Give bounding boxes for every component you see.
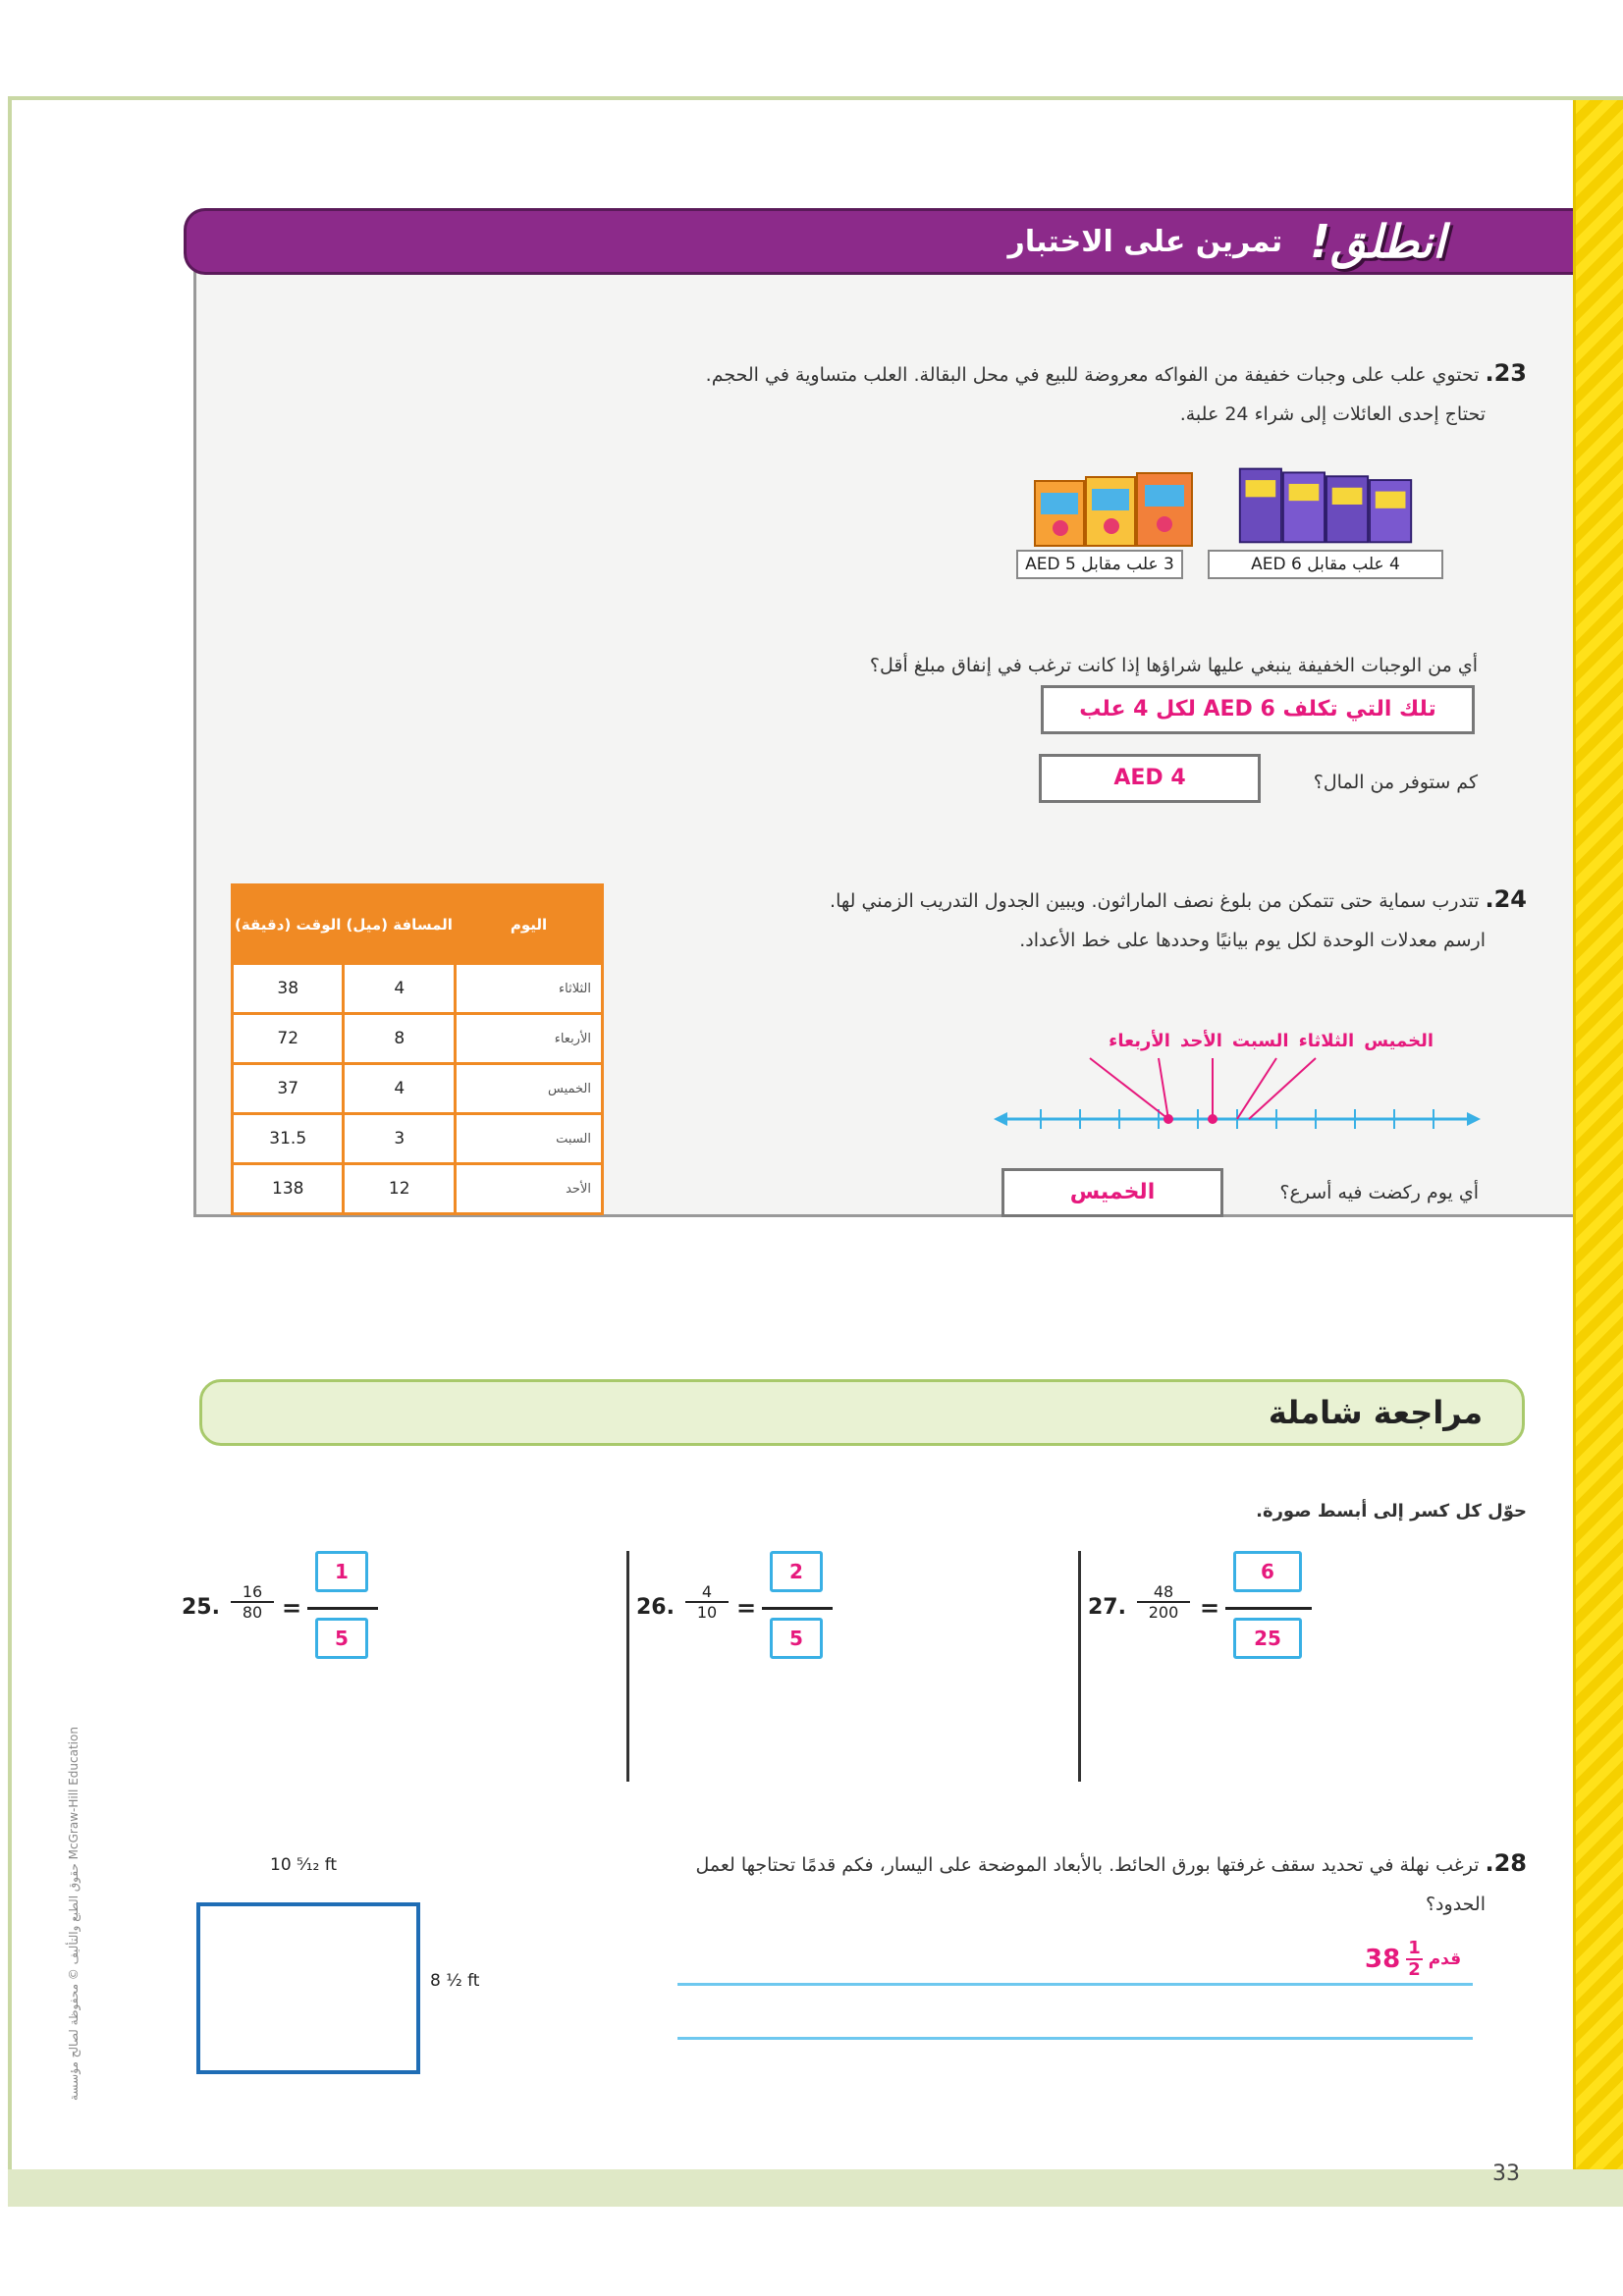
table-row: [233, 1114, 603, 1164]
fraction-numerator: 4: [685, 1582, 729, 1603]
problem-26: 26. $\frac{4}{10}$ = 2 5: [636, 1551, 892, 1679]
table-cell: 138: [233, 1164, 344, 1214]
nl-label: الأحد: [1179, 1031, 1222, 1051]
fraction-denominator: 80: [242, 1603, 263, 1622]
pack-right-price: 4 علب مقابل AED 6: [1208, 550, 1443, 579]
answer-numerator-box[interactable]: 2: [770, 1551, 823, 1592]
question-line: ارسم معدلات الوحدة لكل يوم بيانيًا وحددها على خط الأعداد.: [1019, 930, 1486, 951]
review-instruction: حوّل كل كسر إلى أبسط صورة.: [1256, 1501, 1527, 1522]
banner-title: انطلق!: [1310, 215, 1445, 268]
question-line: تحتوي علب على وجبات خفيفة من الفواكه معروضة للبيع في محل البقالة. العلب متساوية في الحجم.: [705, 364, 1480, 386]
table-row: [233, 1164, 603, 1214]
fraction-denominator: 10: [696, 1603, 718, 1622]
bottom-strip: [8, 2169, 1623, 2207]
table-cell: 8: [344, 1014, 456, 1064]
table-row: [233, 1064, 603, 1114]
review-title: مراجعة شاملة: [1268, 1394, 1483, 1431]
page-number: 33: [1492, 2162, 1520, 2186]
ceiling-rectangle: [196, 1902, 420, 2074]
problem-number: 26.: [636, 1595, 675, 1620]
table-cell: 38: [233, 964, 344, 1014]
fraction-numerator: 16: [231, 1582, 274, 1603]
answer-unit: قدم: [1428, 1949, 1462, 1969]
answer-line: [677, 1983, 1473, 1986]
answer-28: [1365, 1939, 1461, 1980]
table-cell: الثلاثاء: [456, 964, 603, 1014]
table-cell: 37: [233, 1064, 344, 1114]
table-row: [233, 1014, 603, 1064]
question-number: 28.: [1485, 1849, 1527, 1877]
fraction-denominator: 200: [1148, 1603, 1179, 1622]
table-cell: 3: [344, 1114, 456, 1164]
rect-side-dimension: 8 ½ ft: [430, 1971, 480, 1991]
question-number: 24.: [1485, 885, 1527, 913]
nl-label: السبت: [1231, 1031, 1289, 1051]
answer-numerator-box[interactable]: 6: [1233, 1551, 1302, 1592]
copyright-credit: حقوق الطبع والتأليف © محفوظة لصالح مؤسسة McGraw-Hill Education: [67, 1727, 81, 2101]
question-number: 23.: [1485, 359, 1527, 387]
rect-top-dimension: 10 ⁵⁄₁₂ ft: [270, 1855, 338, 1875]
answer-denominator-box[interactable]: 25: [1233, 1618, 1302, 1659]
answer-box-23b: AED 4: [1039, 754, 1261, 803]
problem-number: 25.: [182, 1595, 220, 1620]
answer-line: [677, 2037, 1473, 2040]
nl-label: الثلاثاء: [1298, 1031, 1355, 1051]
number-line-labels: [1011, 1031, 1434, 1060]
nl-label: الأربعاء: [1109, 1031, 1170, 1051]
table-cell: السبت: [456, 1114, 603, 1164]
table-cell: 72: [233, 1014, 344, 1064]
table-header: الوقت (دقيقة): [233, 885, 344, 964]
table-cell: 31.5: [233, 1114, 344, 1164]
given-fraction: [231, 1582, 274, 1622]
table-cell: 12: [344, 1164, 456, 1214]
answer-box-24: الخميس: [1001, 1168, 1223, 1217]
table-cell: الخميس: [456, 1064, 603, 1114]
question-23-text: [511, 353, 1527, 434]
table-row: [233, 964, 603, 1014]
question-line: الحدود؟: [1425, 1894, 1486, 1915]
problem-number: 27.: [1088, 1595, 1126, 1620]
fruit-snack-pack-purple: [1232, 459, 1419, 550]
answer-box-23a: تلك التي تكلف AED 6 لكل 4 علب: [1041, 685, 1475, 734]
question-line: تحتاج إحدى العائلات إلى شراء 24 علبة.: [1179, 403, 1486, 425]
question-23-part1: أي من الوجبات الخفيفة ينبغي عليها شراؤها إذا كانت ترغب في إنفاق مبلغ أقل؟: [869, 655, 1478, 676]
banner-subtitle: تمرين على الاختبار: [1007, 224, 1283, 259]
column-divider: [626, 1551, 629, 1782]
question-24-part: أي يوم ركضت فيه أسرع؟: [1279, 1182, 1479, 1203]
fraction-numerator: 48: [1137, 1582, 1190, 1603]
answer-fraction-num: 1: [1408, 1938, 1421, 1958]
question-line: تتدرب سماية حتى تتمكن من بلوغ نصف الماراثون. ويبين الجدول التدريب الزمني لها.: [830, 890, 1480, 912]
table-cell: 4: [344, 1064, 456, 1114]
problem-25: 25. $\frac{16}{80}$ = 1 5: [182, 1551, 437, 1679]
practice-banner: [184, 208, 1573, 275]
review-banner: [199, 1379, 1525, 1446]
question-28-text: [540, 1843, 1527, 1924]
side-band: [1573, 100, 1623, 2171]
nl-label: الخميس: [1364, 1031, 1434, 1051]
answer-numerator-box[interactable]: 1: [315, 1551, 368, 1592]
table-cell: 4: [344, 964, 456, 1014]
table-header: المسافة (ميل): [344, 885, 456, 964]
answer-denominator-box[interactable]: 5: [770, 1618, 823, 1659]
question-line: ترغب نهلة في تحديد سقف غرفتها بورق الحائط. بالأبعاد الموضحة على اليسار، فكم قدمًا تحتاجها لعمل: [695, 1854, 1480, 1876]
fruit-snack-pack-orange: [1031, 463, 1198, 554]
question-23-part2: كم ستوفر من المال؟: [1313, 772, 1478, 793]
training-table: [231, 883, 604, 1215]
answer-fraction: [1406, 1939, 1423, 1980]
question-24-text: [717, 880, 1527, 960]
table-cell: الأحد: [456, 1164, 603, 1214]
column-divider: [1078, 1551, 1081, 1782]
given-fraction: [685, 1582, 729, 1622]
table-header: اليوم: [456, 885, 603, 964]
problem-27: 27. $\frac{48}{200}$ = 6 25: [1088, 1551, 1343, 1679]
pack-left-price: 3 علب مقابل AED 5: [1016, 550, 1183, 579]
table-cell: الأربعاء: [456, 1014, 603, 1064]
given-fraction: [1137, 1582, 1190, 1622]
answer-denominator-box[interactable]: 5: [315, 1618, 368, 1659]
answer-fraction-den: 2: [1408, 1959, 1421, 1980]
answer-whole: 38: [1365, 1945, 1401, 1974]
